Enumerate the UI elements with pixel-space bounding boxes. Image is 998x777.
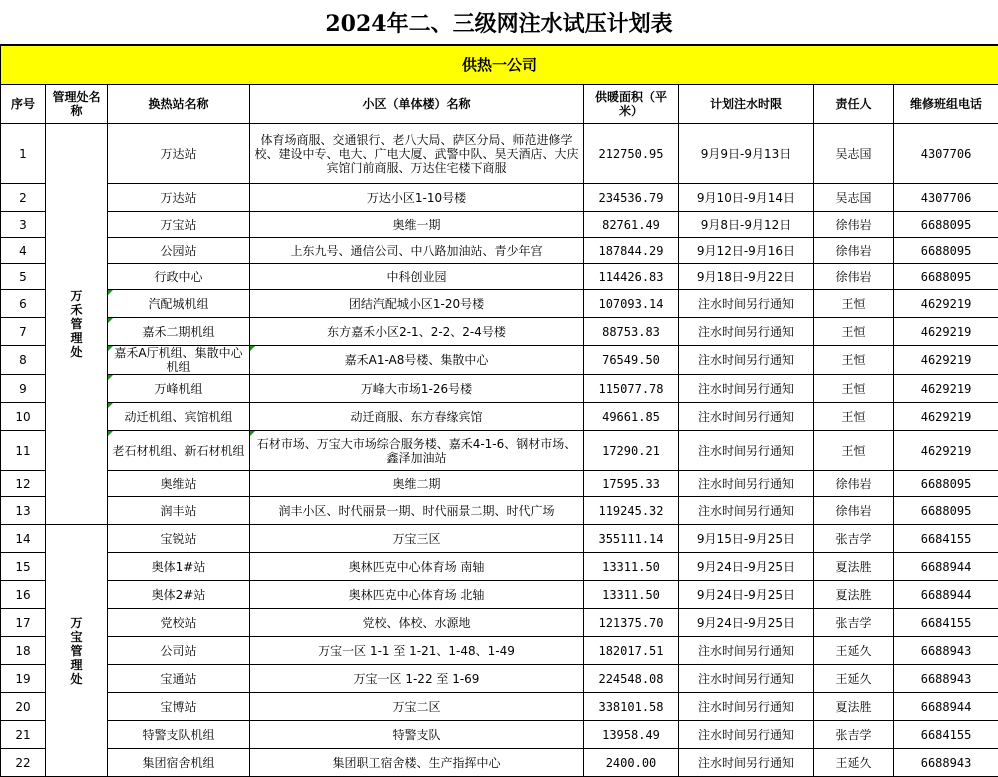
water-fill-period: 9月24日-9月25日 (679, 609, 814, 637)
row-number: 20 (1, 693, 46, 721)
heating-area: 13311.50 (584, 581, 679, 609)
station-name: 嘉禾二期机组 (108, 318, 250, 346)
water-fill-period: 注水时间另行通知 (679, 431, 814, 471)
row-number: 15 (1, 553, 46, 581)
responsible-person: 吴志国 (814, 124, 894, 184)
water-fill-period: 注水时间另行通知 (679, 375, 814, 403)
repair-phone: 6684155 (894, 525, 998, 553)
table-row (1, 553, 998, 581)
community-name: 特警支队 (250, 721, 584, 749)
table-row (1, 693, 998, 721)
office-name: 万禾管理处 (69, 289, 85, 359)
repair-phone: 4629219 (894, 346, 998, 375)
community-name: 奥维一期 (250, 212, 584, 238)
community-name: 石材市场、万宝大市场综合服务楼、嘉禾4-1-6、钢材市场、鑫泽加油站 (250, 431, 584, 471)
heating-area: 338101.58 (584, 693, 679, 721)
community-name: 奥林匹克中心体育场 南轴 (250, 553, 584, 581)
row-number: 1 (1, 124, 46, 184)
heating-area: 212750.95 (584, 124, 679, 184)
heating-area: 17595.33 (584, 471, 679, 497)
responsible-person: 吴志国 (814, 184, 894, 212)
station-name: 奥体2#站 (108, 581, 250, 609)
table-row (1, 238, 998, 264)
repair-phone: 6688095 (894, 238, 998, 264)
repair-phone: 4629219 (894, 290, 998, 318)
water-fill-period: 注水时间另行通知 (679, 497, 814, 525)
repair-phone: 6688944 (894, 581, 998, 609)
responsible-person: 徐伟岩 (814, 212, 894, 238)
heating-area: 182017.51 (584, 637, 679, 665)
table-row (1, 609, 998, 637)
station-name: 党校站 (108, 609, 250, 637)
water-fill-period: 注水时间另行通知 (679, 665, 814, 693)
row-number: 5 (1, 264, 46, 290)
heating-area: 115077.78 (584, 375, 679, 403)
water-fill-period: 注水时间另行通知 (679, 346, 814, 375)
station-name: 嘉禾A厅机组、集散中心机组 (108, 346, 250, 375)
table-row (1, 184, 998, 212)
water-fill-period: 9月24日-9月25日 (679, 581, 814, 609)
repair-phone: 4629219 (894, 431, 998, 471)
responsible-person: 夏法胜 (814, 693, 894, 721)
header-person: 责任人 (814, 85, 894, 124)
company-name: 供热一公司 (1, 45, 998, 85)
responsible-person: 张吉学 (814, 721, 894, 749)
header-phone: 维修班组电话 (894, 85, 998, 124)
community-name: 中科创业园 (250, 264, 584, 290)
station-name: 万达站 (108, 124, 250, 184)
row-number: 14 (1, 525, 46, 553)
table-row (1, 346, 998, 375)
responsible-person: 王恒 (814, 375, 894, 403)
heating-area: 114426.83 (584, 264, 679, 290)
repair-phone: 6688944 (894, 693, 998, 721)
water-fill-period: 注水时间另行通知 (679, 693, 814, 721)
heating-area: 234536.79 (584, 184, 679, 212)
repair-phone: 4629219 (894, 403, 998, 431)
station-name: 行政中心 (108, 264, 250, 290)
row-number: 3 (1, 212, 46, 238)
station-name: 宝锐站 (108, 525, 250, 553)
water-fill-period: 9月12日-9月16日 (679, 238, 814, 264)
community-name: 团结汽配城小区1-20号楼 (250, 290, 584, 318)
responsible-person: 王恒 (814, 290, 894, 318)
header-area: 供暖面积（平米） (584, 85, 679, 124)
station-name: 集团宿舍机组 (108, 749, 250, 777)
water-fill-period: 注水时间另行通知 (679, 318, 814, 346)
responsible-person: 徐伟岩 (814, 238, 894, 264)
responsible-person: 王恒 (814, 431, 894, 471)
station-name: 特警支队机组 (108, 721, 250, 749)
water-fill-period: 注水时间另行通知 (679, 471, 814, 497)
heating-area: 76549.50 (584, 346, 679, 375)
header-no: 序号 (1, 85, 46, 124)
row-number: 11 (1, 431, 46, 471)
table-row (1, 581, 998, 609)
office-wanhe (46, 124, 108, 525)
repair-phone: 6688943 (894, 665, 998, 693)
header-community: 小区（单体楼）名称 (250, 85, 584, 124)
repair-phone: 6688095 (894, 264, 998, 290)
water-fill-period: 9月8日-9月12日 (679, 212, 814, 238)
heating-area: 49661.85 (584, 403, 679, 431)
heating-area: 224548.08 (584, 665, 679, 693)
community-name: 润丰小区、时代丽景一期、时代丽景二期、时代广场 (250, 497, 584, 525)
water-fill-period: 注水时间另行通知 (679, 403, 814, 431)
repair-phone: 6684155 (894, 609, 998, 637)
row-number: 13 (1, 497, 46, 525)
row-number: 21 (1, 721, 46, 749)
heating-area: 17290.21 (584, 431, 679, 471)
plan-table (0, 44, 998, 777)
repair-phone: 4307706 (894, 184, 998, 212)
station-name: 宝博站 (108, 693, 250, 721)
row-number: 8 (1, 346, 46, 375)
table-row (1, 721, 998, 749)
community-name: 奥林匹克中心体育场 北轴 (250, 581, 584, 609)
community-name: 万宝三区 (250, 525, 584, 553)
station-name: 老石材机组、新石材机组 (108, 431, 250, 471)
station-name: 奥体1#站 (108, 553, 250, 581)
repair-phone: 6688095 (894, 497, 998, 525)
responsible-person: 王恒 (814, 318, 894, 346)
table-row (1, 525, 998, 553)
station-name: 公司站 (108, 637, 250, 665)
water-fill-period: 9月9日-9月13日 (679, 124, 814, 184)
row-number: 16 (1, 581, 46, 609)
responsible-person: 夏法胜 (814, 553, 894, 581)
community-name: 万宝二区 (250, 693, 584, 721)
table-row (1, 318, 998, 346)
station-name: 万宝站 (108, 212, 250, 238)
station-name: 汽配城机组 (108, 290, 250, 318)
water-fill-period: 9月15日-9月25日 (679, 525, 814, 553)
water-fill-period: 注水时间另行通知 (679, 637, 814, 665)
station-name: 公园站 (108, 238, 250, 264)
community-name: 万宝一区 1-22 至 1-69 (250, 665, 584, 693)
community-name: 集团职工宿舍楼、生产指挥中心 (250, 749, 584, 777)
responsible-person: 王延久 (814, 749, 894, 777)
heating-area: 13958.49 (584, 721, 679, 749)
header-period: 计划注水时限 (679, 85, 814, 124)
row-number: 17 (1, 609, 46, 637)
water-fill-period: 注水时间另行通知 (679, 749, 814, 777)
row-number: 10 (1, 403, 46, 431)
community-name: 上东九号、通信公司、中八路加油站、青少年宫 (250, 238, 584, 264)
water-fill-period: 注水时间另行通知 (679, 290, 814, 318)
heating-area: 355111.14 (584, 525, 679, 553)
responsible-person: 徐伟岩 (814, 497, 894, 525)
responsible-person: 王延久 (814, 637, 894, 665)
row-number: 9 (1, 375, 46, 403)
repair-phone: 6684155 (894, 721, 998, 749)
row-number: 7 (1, 318, 46, 346)
heating-area: 88753.83 (584, 318, 679, 346)
community-name: 体育场商服、交通银行、老八大局、萨区分局、师范进修学校、建设中专、电大、广电大厦、武警中队、昊天酒店、大庆宾馆门前商服、万达住宅楼下商服 (250, 124, 584, 184)
table-row (1, 403, 998, 431)
office-name: 万宝管理处 (69, 616, 85, 686)
heating-area: 107093.14 (584, 290, 679, 318)
station-name: 万峰机组 (108, 375, 250, 403)
water-fill-period: 注水时间另行通知 (679, 721, 814, 749)
heating-area: 119245.32 (584, 497, 679, 525)
heating-area: 121375.70 (584, 609, 679, 637)
sheet-title: 2024年二、三级网注水试压计划表 (0, 0, 998, 44)
row-number: 2 (1, 184, 46, 212)
row-number: 6 (1, 290, 46, 318)
community-name: 奥维二期 (250, 471, 584, 497)
community-name: 嘉禾A1-A8号楼、集散中心 (250, 346, 584, 375)
repair-phone: 6688095 (894, 471, 998, 497)
community-name: 党校、体校、水源地 (250, 609, 584, 637)
table-row (1, 290, 998, 318)
water-fill-period: 9月18日-9月22日 (679, 264, 814, 290)
table-row (1, 749, 998, 777)
station-name: 万达站 (108, 184, 250, 212)
community-name: 东方嘉禾小区2-1、2-2、2-4号楼 (250, 318, 584, 346)
water-fill-period: 9月24日-9月25日 (679, 553, 814, 581)
row-number: 22 (1, 749, 46, 777)
repair-phone: 4629219 (894, 375, 998, 403)
row-number: 4 (1, 238, 46, 264)
row-number: 19 (1, 665, 46, 693)
table-row (1, 637, 998, 665)
responsible-person: 徐伟岩 (814, 264, 894, 290)
row-number: 18 (1, 637, 46, 665)
responsible-person: 徐伟岩 (814, 471, 894, 497)
responsible-person: 夏法胜 (814, 581, 894, 609)
heating-area: 82761.49 (584, 212, 679, 238)
water-fill-period: 9月10日-9月14日 (679, 184, 814, 212)
heating-area: 187844.29 (584, 238, 679, 264)
repair-phone: 6688944 (894, 553, 998, 581)
table-row (1, 497, 998, 525)
repair-phone: 6688943 (894, 637, 998, 665)
table-row (1, 665, 998, 693)
responsible-person: 王恒 (814, 346, 894, 375)
responsible-person: 张吉学 (814, 609, 894, 637)
table-row (1, 431, 998, 471)
table-row (1, 264, 998, 290)
community-name: 动迁商服、东方春缘宾馆 (250, 403, 584, 431)
table-row (1, 375, 998, 403)
table-row (1, 212, 998, 238)
header-row (1, 85, 998, 124)
repair-phone: 6688943 (894, 749, 998, 777)
responsible-person: 王恒 (814, 403, 894, 431)
header-station: 换热站名称 (108, 85, 250, 124)
company-row (1, 45, 998, 85)
header-office: 管理处名称 (46, 85, 108, 124)
repair-phone: 4307706 (894, 124, 998, 184)
heating-area: 13311.50 (584, 553, 679, 581)
heating-area: 2400.00 (584, 749, 679, 777)
station-name: 动迁机组、宾馆机组 (108, 403, 250, 431)
repair-phone: 6688095 (894, 212, 998, 238)
repair-phone: 4629219 (894, 318, 998, 346)
station-name: 奥维站 (108, 471, 250, 497)
office-wanbao (46, 525, 108, 777)
station-name: 宝通站 (108, 665, 250, 693)
row-number: 12 (1, 471, 46, 497)
table-row (1, 124, 998, 184)
station-name: 润丰站 (108, 497, 250, 525)
responsible-person: 张吉学 (814, 525, 894, 553)
table-row (1, 471, 998, 497)
community-name: 万宝一区 1-1 至 1-21、1-48、1-49 (250, 637, 584, 665)
community-name: 万达小区1-10号楼 (250, 184, 584, 212)
responsible-person: 王延久 (814, 665, 894, 693)
community-name: 万峰大市场1-26号楼 (250, 375, 584, 403)
